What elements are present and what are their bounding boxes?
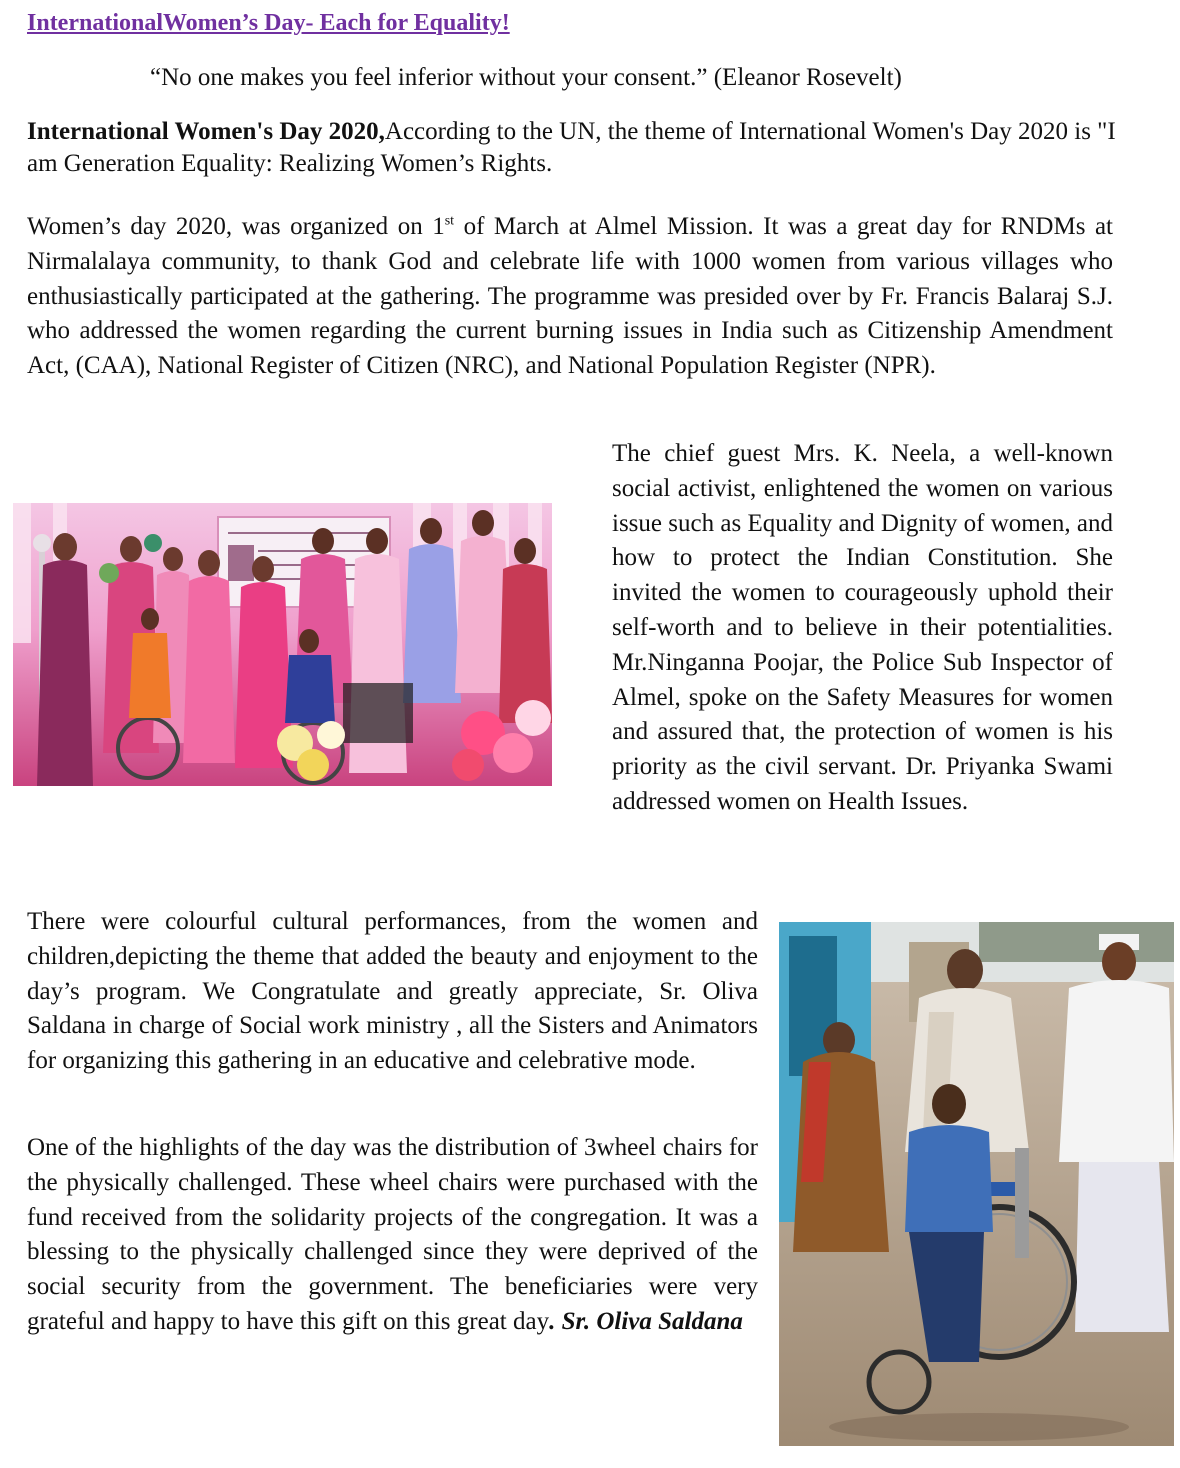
intro-paragraph	[27, 116, 1117, 180]
intro-lead: International Women's Day 2020,	[27, 118, 385, 145]
paragraph-1-rest: of March at Almel Mission. It was a great day for RNDMs at Nirmalalaya community, to thank God and celebrate life with 1000 women from various villages who enthusiastically participated at the gathering. The programme was presided over by Fr. Francis Balaraj S.J. who addressed the women regarding the current burning issues in India such as Citizenship Amendment Act, (CAA), National Register of Citizen (NRC), and National Population Register (NPR).	[27, 213, 1113, 380]
paragraph-4	[27, 1131, 758, 1340]
paragraph-4-text: One of the highlights of the day was the distribution of 3wheel chairs for the physically challenged. These wheel chairs were purchased with the fund received from the solidarity projects of the congregation. It was a blessing to the physically challenged since they were deprived of the social security from the government. The beneficiaries were very grateful and happy to have this gift on this great day	[27, 1134, 758, 1335]
paragraph-3: There were colourful cultural performances, from the women and children,depicting the theme that added the beauty and enjoyment to the day’s program. We Congratulate and greatly appreciate, Sr. Oliva Saldana in charge of Social work ministry , all the Sisters and Animators for organizing this gathering in an educative and celebrative mode.	[27, 908, 758, 1075]
ordinal-suffix: st	[444, 213, 455, 229]
author-signature: . Sr. Oliva Saldana	[549, 1307, 743, 1335]
quote: “No one makes you feel inferior without your consent.” (Eleanor Rosevelt)	[150, 64, 902, 91]
paragraph-2: The chief guest Mrs. K. Neela, a well-known social activist, enlightened the women on various issue such as Equality and Dignity of women, and how to protect the Indian Constitution. She invited the women to courageously uphold their self-worth and to believe in their potentialities. Mr.Ninganna Poojar, the Police Sub Inspector of Almel, spoke on the Safety Measures for women and assured that, the protection of women is his priority as the civil servant. Dr. Priyanka Swami addressed women on Health Issues.	[612, 440, 1113, 815]
wheelchair-photo	[779, 922, 1174, 1446]
group-photo	[13, 503, 552, 786]
document-title: InternationalWomen’s Day- Each for Equality!	[27, 10, 510, 36]
paragraph-1-start: Women’s day 2020, was organized on 1	[27, 213, 445, 240]
intro-text: According to the UN, the theme of International Women's Day 2020 is "I am Generation Equality: Realizing Women’s Rights.	[27, 118, 1116, 177]
paragraph-1	[27, 210, 1113, 384]
